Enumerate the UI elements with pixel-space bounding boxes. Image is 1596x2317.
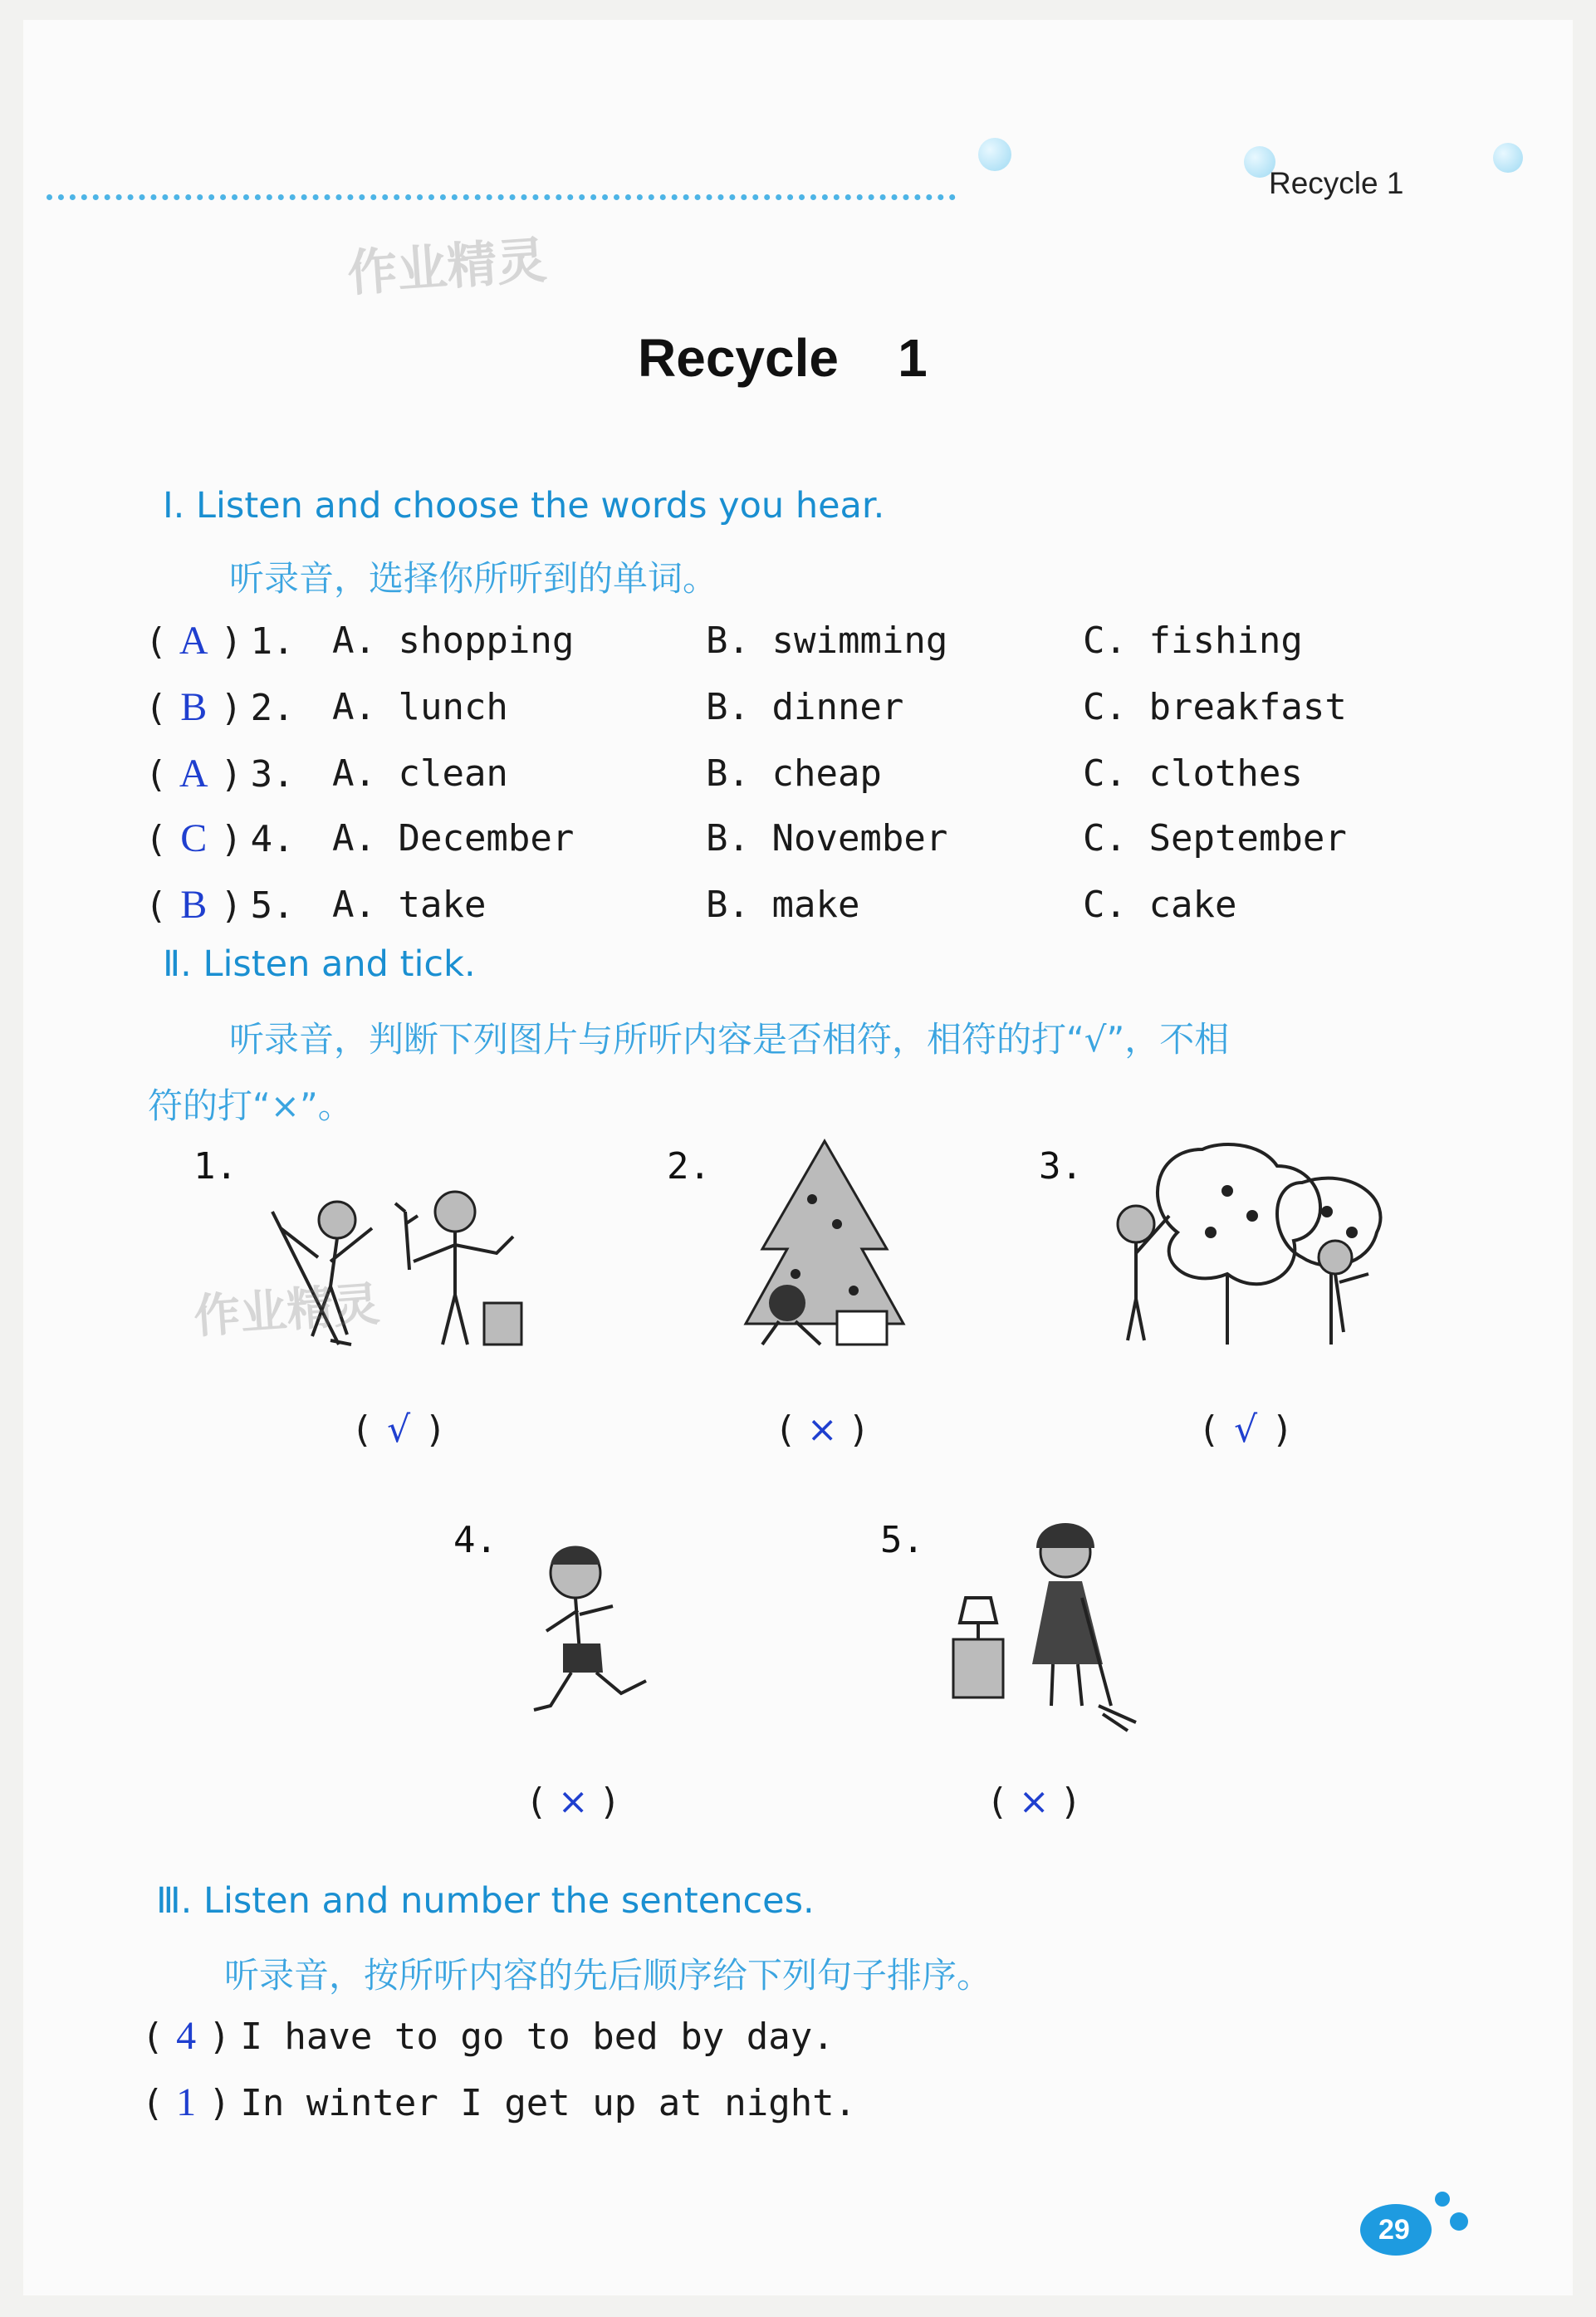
question-row: ( A ) 1. <box>149 619 295 663</box>
question-number: 2. <box>250 687 295 729</box>
mopping-girl-icon <box>937 1506 1153 1747</box>
answer-mark[interactable]: × <box>1018 1781 1050 1823</box>
section2-instruction-line2: 符的打“×”。 <box>148 1085 353 1126</box>
question-row: ( A ) 3. <box>149 752 295 796</box>
answer-blank[interactable]: A <box>179 619 208 663</box>
picture-number: 4. <box>453 1519 497 1561</box>
answer-mark[interactable]: × <box>557 1781 589 1823</box>
question-row: ( C ) 4. <box>149 816 295 860</box>
option-a: A. shopping <box>332 620 575 662</box>
question-number: 1. <box>250 620 295 663</box>
answer-mark[interactable]: √ <box>387 1408 411 1451</box>
watermark-top: 作业精灵 <box>345 231 549 304</box>
option-b: B. make <box>706 884 860 926</box>
answer-blank[interactable]: B <box>180 685 208 729</box>
option-b: B. swimming <box>706 620 948 662</box>
question-number: 3. <box>250 753 295 796</box>
answer-mark[interactable]: × <box>806 1408 838 1451</box>
tick-answer-1: ( √ ) <box>355 1408 443 1451</box>
tick-answer-5: ( × ) <box>991 1781 1078 1823</box>
question-row: ( B ) 5. <box>149 883 295 927</box>
answer-blank[interactable]: C <box>180 816 208 860</box>
option-b: B. cheap <box>706 752 882 795</box>
bubble-decoration <box>1493 143 1523 173</box>
tick-answer-3: ( √ ) <box>1202 1408 1290 1451</box>
running-title: Recycle 1 <box>1269 166 1404 200</box>
question-number: 4. <box>250 818 295 860</box>
workbook-page <box>23 20 1573 2295</box>
bubble-decoration <box>978 138 1011 171</box>
option-a: A. December <box>332 817 575 860</box>
answer-blank[interactable]: A <box>179 752 208 796</box>
option-a: A. lunch <box>332 686 508 728</box>
tick-answer-4: ( × ) <box>530 1781 617 1823</box>
christmas-tree-icon <box>729 1124 920 1365</box>
badge-dot <box>1435 2192 1450 2207</box>
badge-dot <box>1450 2212 1468 2231</box>
answer-mark[interactable]: √ <box>1234 1408 1258 1451</box>
option-c: C. clothes <box>1083 752 1303 795</box>
picture-number: 3. <box>1039 1145 1083 1188</box>
section2-instruction-line1: 听录音，判断下列图片与所听内容是否相符，相符的打“√”，不相 <box>229 1019 1230 1060</box>
option-c: C. September <box>1083 817 1347 860</box>
watermark-image: 作业精灵 <box>192 1277 382 1345</box>
option-a: A. take <box>332 884 487 926</box>
section2-heading: Ⅱ. Listen and tick. <box>163 943 476 985</box>
question-number: 5. <box>250 884 295 927</box>
section1-heading: Ⅰ. Listen and choose the words you hear. <box>163 485 885 527</box>
sentence-row: ( 1 ) In winter I get up at night. <box>146 2080 857 2124</box>
option-c: C. cake <box>1083 884 1237 926</box>
tick-answer-2: ( × ) <box>779 1408 866 1451</box>
sentence-text: I have to go to bed by day. <box>240 2016 835 2058</box>
header-dotted-line <box>47 194 956 200</box>
picture-number: 5. <box>880 1519 924 1561</box>
page-number: 29 <box>1378 2214 1410 2246</box>
option-b: B. dinner <box>706 686 904 728</box>
question-row: ( B ) 2. <box>149 685 295 729</box>
picture-number: 2. <box>667 1145 711 1188</box>
sentence-row: ( 4 ) I have to go to bed by day. <box>146 2014 835 2058</box>
option-b: B. November <box>706 817 948 860</box>
answer-blank[interactable]: 4 <box>176 2014 197 2058</box>
answer-blank[interactable]: 1 <box>176 2080 197 2124</box>
option-c: C. fishing <box>1083 620 1303 662</box>
picking-apples-icon <box>1103 1133 1402 1357</box>
section3-heading: Ⅲ. Listen and number the sentences. <box>156 1880 815 1922</box>
section1-instruction: 听录音，选择你所听到的单词。 <box>229 558 718 599</box>
answer-blank[interactable]: B <box>180 883 208 927</box>
sentence-text: In winter I get up at night. <box>240 2082 857 2124</box>
running-boy-icon <box>513 1527 663 1735</box>
option-a: A. clean <box>332 752 508 795</box>
option-c: C. breakfast <box>1083 686 1347 728</box>
picture-number: 1. <box>193 1145 237 1188</box>
section3-instruction: 听录音，按所听内容的先后顺序给下列句子排序。 <box>224 1955 992 1996</box>
page-title: Recycle 1 <box>638 328 928 388</box>
